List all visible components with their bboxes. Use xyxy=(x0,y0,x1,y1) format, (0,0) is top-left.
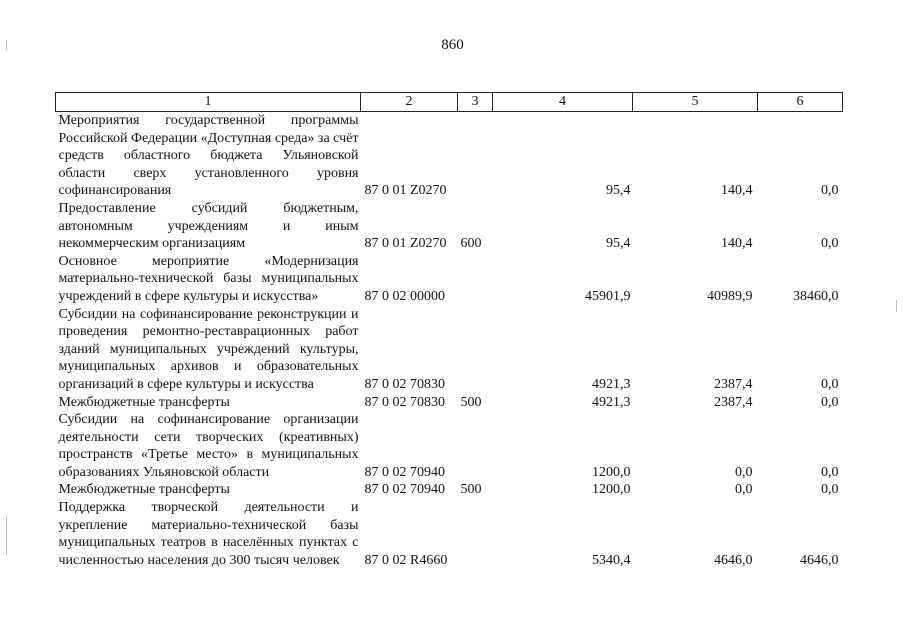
row-value-col6: 0,0 xyxy=(821,464,839,480)
table-row xyxy=(56,394,843,412)
row-value-col4: 1200,0 xyxy=(592,464,631,480)
row-value-col6: 0,0 xyxy=(821,376,839,392)
row-expense-type: 500 xyxy=(460,482,482,498)
row-value-col4: 95,4 xyxy=(606,183,631,199)
header-col-1: 1 xyxy=(56,93,361,112)
row-value-col4: 45901,9 xyxy=(585,288,631,304)
table-row xyxy=(56,481,843,499)
row-description: Мероприятия государственной программы Российской Федерации «Доступная среда» за счёт средств областного бюджета Ульяновской области сверх установленного уровня софинансирования xyxy=(58,113,359,199)
row-code: 87 0 02 00000 xyxy=(364,288,445,304)
row-expense-type xyxy=(458,499,493,569)
row-value-col4: 4921,3 xyxy=(592,376,631,392)
row-description: Поддержка творческой деятельности и укрепление материально-технической базы муниципальных театров в населённых пунктах с численностью населения до 300 тысяч человек xyxy=(58,500,359,568)
row-description: Межбюджетные трансферты xyxy=(58,394,230,410)
row-expense-type: 500 xyxy=(460,394,482,410)
row-value-col6: 0,0 xyxy=(821,482,839,498)
row-expense-type xyxy=(458,112,493,200)
budget-table xyxy=(55,92,843,569)
table-row xyxy=(56,253,843,306)
row-description: Межбюджетные трансферты xyxy=(58,482,230,498)
row-value-col4: 95,4 xyxy=(606,236,631,252)
row-value-col5: 0,0 xyxy=(735,464,753,480)
row-code: 87 0 02 R4660 xyxy=(364,552,448,568)
table-row xyxy=(56,306,843,394)
row-value-col5: 2387,4 xyxy=(714,394,753,410)
header-col-3: 3 xyxy=(458,93,493,112)
page-number: 860 xyxy=(441,37,464,53)
table-row xyxy=(56,112,843,200)
row-code: 87 0 02 70940 xyxy=(364,482,445,498)
row-value-col5: 2387,4 xyxy=(714,376,753,392)
row-description: Субсидии на софинансирование реконструкции и проведения ремонтно-реставрационных работ зданий муниципальных учреждений культуры, муниципальных архивов и образовательных организаций в сфере культуры и искусства xyxy=(58,306,359,392)
row-code: 87 0 02 70830 xyxy=(364,376,445,392)
row-value-col6: 4646,0 xyxy=(800,552,839,568)
row-value-col5: 0,0 xyxy=(735,482,753,498)
row-value-col4: 1200,0 xyxy=(592,482,631,498)
table-header xyxy=(56,93,843,112)
row-description: Предоставление субсидий бюджетным, автономным учреждениям и иным некоммерческим организациям xyxy=(58,200,359,252)
row-expense-type: 600 xyxy=(460,236,482,252)
header-col-4: 4 xyxy=(493,93,633,112)
table-row xyxy=(56,499,843,569)
row-value-col6: 0,0 xyxy=(821,183,839,199)
header-col-5: 5 xyxy=(633,93,758,112)
row-value-col4: 4921,3 xyxy=(592,394,631,410)
row-value-col6: 38460,0 xyxy=(793,288,839,304)
table-row xyxy=(56,200,843,253)
row-value-col6: 0,0 xyxy=(821,394,839,410)
row-expense-type xyxy=(458,253,493,306)
row-description: Основное мероприятие «Модернизация материально-технической базы муниципальных учреждений в сфере культуры и искусства» xyxy=(58,253,359,304)
row-code: 87 0 01 Z0270 xyxy=(364,236,447,252)
row-value-col5: 140,4 xyxy=(721,183,753,199)
header-col-2: 2 xyxy=(361,93,458,112)
row-code: 87 0 01 Z0270 xyxy=(364,183,447,199)
row-expense-type xyxy=(458,306,493,394)
scan-margin-mark xyxy=(6,515,7,555)
row-description: Субсидии на софинансирование организации деятельности сети творческих (креативных) пространств «Третье место» в муниципальных образованиях Ульяновской области xyxy=(58,412,359,480)
row-value-col5: 4646,0 xyxy=(714,552,753,568)
row-value-col5: 140,4 xyxy=(721,236,753,252)
row-value-col5: 40989,9 xyxy=(707,288,753,304)
row-code: 87 0 02 70830 xyxy=(364,394,445,410)
scan-margin-mark xyxy=(896,300,897,312)
row-expense-type xyxy=(458,411,493,481)
table-row xyxy=(56,411,843,481)
header-col-6: 6 xyxy=(758,93,843,112)
scan-margin-mark xyxy=(6,40,7,50)
row-code: 87 0 02 70940 xyxy=(364,464,445,480)
row-value-col4: 5340,4 xyxy=(592,552,631,568)
row-value-col6: 0,0 xyxy=(821,236,839,252)
